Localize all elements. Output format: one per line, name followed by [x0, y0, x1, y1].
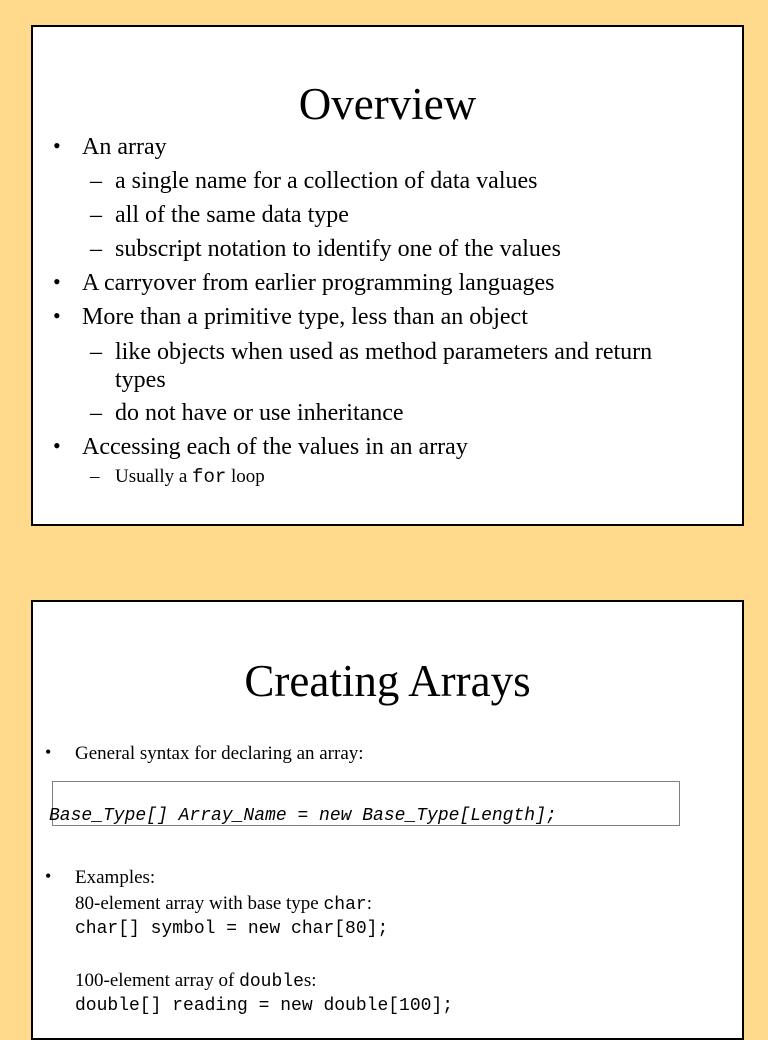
- bullet-dot: •: [45, 866, 52, 886]
- example-description: [75, 968, 317, 995]
- sub-bullet-text-post: loop: [226, 466, 265, 487]
- sub-bullet-text: [115, 466, 265, 488]
- sub-bullet-text: a single name for a collection of data values: [115, 168, 538, 194]
- example-text-post: s:: [303, 970, 317, 991]
- dash-marker: –: [90, 168, 102, 194]
- slide-creating-arrays: [31, 600, 744, 1040]
- code-keyword: double: [239, 972, 304, 992]
- sub-bullet-text: like objects when used as method parameters and return: [115, 339, 653, 365]
- sub-bullet-text-continued: types: [115, 367, 166, 393]
- bullet-dot: •: [53, 269, 61, 294]
- sub-bullet-text-pre: Usually a: [115, 466, 193, 487]
- bullet-dot: •: [45, 742, 52, 762]
- bullet-text: An array: [82, 134, 167, 160]
- sub-bullet-text: subscript notation to identify one of the values: [115, 236, 561, 262]
- example-text-pre: 100-element array of: [75, 970, 240, 991]
- bullet-dot: •: [53, 433, 61, 458]
- syntax-code: Base_Type[] Array_Name = new Base_Type[Length];: [49, 806, 557, 826]
- bullet-text: General syntax for declaring an array:: [75, 743, 364, 764]
- dash-marker: –: [90, 466, 100, 487]
- slide-overview: [31, 25, 744, 526]
- example-code: char[] symbol = new char[80];: [75, 919, 389, 939]
- bullet-dot: •: [53, 133, 61, 158]
- slide-title: Creating Arrays: [244, 656, 531, 706]
- code-keyword: char: [323, 895, 367, 915]
- sub-bullet-text: all of the same data type: [115, 202, 349, 228]
- dash-marker: –: [90, 236, 102, 262]
- dash-marker: –: [90, 202, 102, 228]
- slide-title: Overview: [298, 79, 477, 129]
- bullet-text: Examples:: [75, 867, 156, 888]
- sub-bullet-text: do not have or use inheritance: [115, 400, 404, 426]
- dash-marker: –: [90, 339, 102, 365]
- dash-marker: –: [90, 400, 102, 426]
- bullet-text: More than a primitive type, less than an object: [82, 304, 528, 330]
- example-text-pre: 80-element array with base type: [75, 893, 324, 914]
- bullet-dot: •: [53, 303, 61, 328]
- bullet-text: A carryover from earlier programming languages: [82, 270, 555, 296]
- example-description: [75, 891, 372, 918]
- example-text-post: :: [366, 893, 372, 914]
- example-code: double[] reading = new double[100];: [75, 996, 454, 1016]
- bullet-text: Accessing each of the values in an array: [82, 434, 468, 460]
- code-keyword: for: [192, 466, 227, 488]
